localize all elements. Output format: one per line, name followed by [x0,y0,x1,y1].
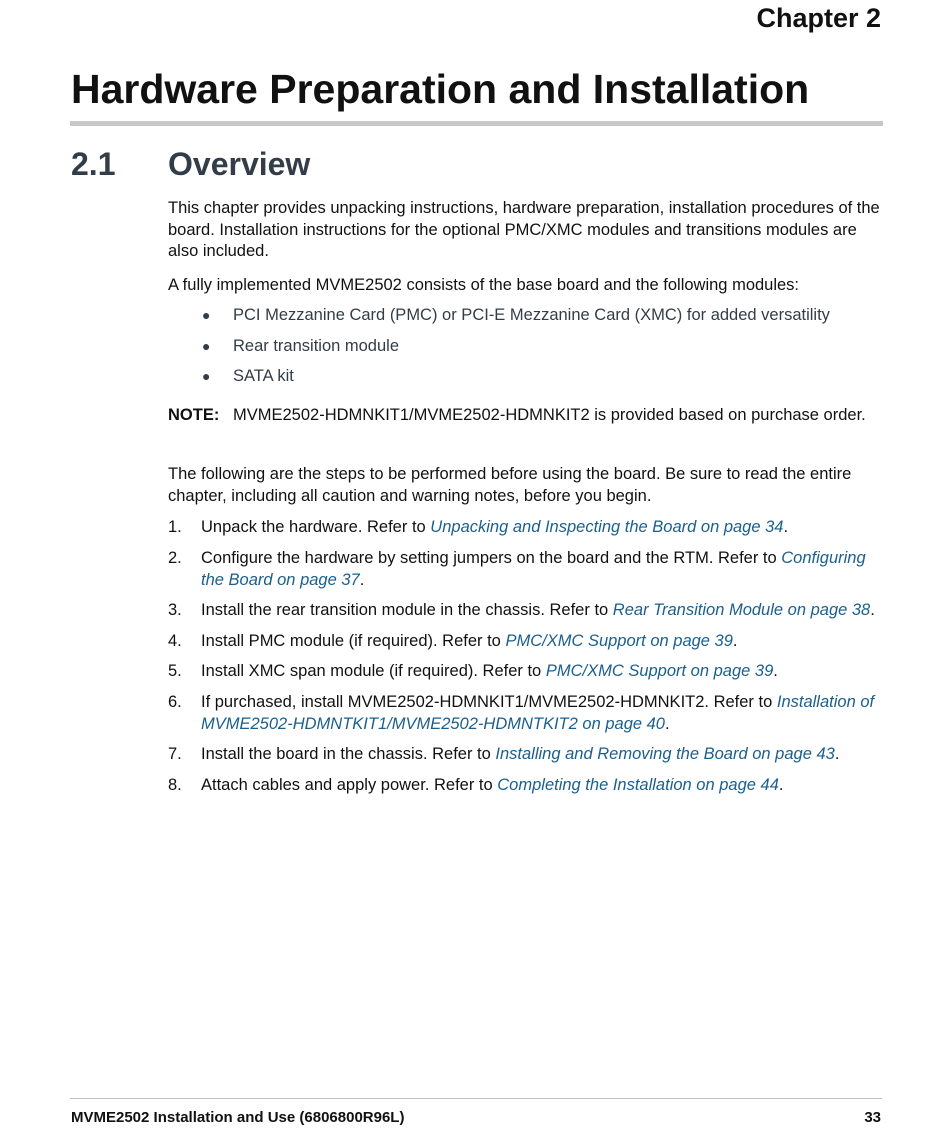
step-number: 7. [168,745,182,763]
step-link[interactable]: PMC/XMC Support on page 39 [505,631,733,650]
step-tail: . [834,745,840,763]
step-item [168,630,888,652]
note-label: NOTE: [168,406,220,424]
section-number: 2.1 [71,146,116,182]
bullet-text: Rear transition module [233,336,399,355]
bullet-item [168,335,888,366]
step-text: Install the board in the chassis. Refer to [201,745,496,763]
module-bullet-list [168,304,888,396]
footer-doc-title: MVME2502 Installation and Use (6806800R96L) [71,1109,405,1126]
note-block [168,404,883,427]
step-number: 5. [168,662,182,680]
step-number: 4. [168,631,182,650]
step-link[interactable]: Completing the Installation on page 44 [497,775,779,794]
bullet-icon: ● [202,368,211,384]
step-link[interactable]: Unpacking and Inspecting the Board on page 34 [430,518,784,536]
step-number: 8. [168,775,182,794]
bullet-text: SATA kit [233,367,294,385]
title-divider [70,121,883,126]
step-link[interactable]: Configuring the Board on page 37 [201,548,866,589]
step-tail: . [664,714,670,733]
step-item [168,660,888,682]
modules-paragraph: A fully implemented MVME2502 consists of the base board and the following modules: [168,276,800,294]
steps-intro: The following are the steps to be performed before using the board. Be sure to read the entire chapter, including all caution and warning notes, before you begin. [168,465,852,505]
step-number: 6. [168,692,182,711]
bullet-icon: ● [202,307,211,323]
bullet-text: PCI Mezzanine Card (PMC) or PCI-E Mezzanine Card (XMC) for added versatility [233,306,830,324]
step-text: Install the rear transition module in the chassis. Refer to [201,601,613,619]
step-number: 3. [168,601,182,619]
chapter-label: Chapter 2 [756,3,881,33]
intro-paragraph: This chapter provides unpacking instructions, hardware preparation, installation procedures of the board. Installation instructions for the optional PMC/XMC modules and transitions modules are also included. [168,199,880,260]
step-item [168,599,888,621]
bullet-icon: ● [202,337,211,354]
bullet-item [168,304,888,335]
step-tail: . [778,775,784,794]
step-link[interactable]: Installation of MVME2502-HDMNTKIT1/MVME2502-HDMNTKIT2 on page 40 [201,692,875,733]
step-tail: . [870,601,875,619]
step-text: Unpack the hardware. Refer to [201,518,431,536]
step-tail: . [732,631,738,650]
step-number: 2. [168,548,182,567]
step-text: Install XMC span module (if required). Refer to [201,662,546,680]
step-tail: . [773,662,778,680]
step-item [168,774,888,796]
footer-divider [70,1098,882,1099]
bullet-item [168,365,888,396]
step-item [168,743,888,765]
step-text: Install PMC module (if required). Refer to [201,631,506,650]
step-item [168,547,888,591]
step-text: Attach cables and apply power. Refer to [201,775,498,794]
page-number: 33 [864,1109,881,1126]
step-link[interactable]: Installing and Removing the Board on page 43 [495,745,835,763]
step-text: Configure the hardware by setting jumpers on the board and the RTM. Refer to [201,548,782,567]
step-text: If purchased, install MVME2502-HDMNKIT1/MVME2502-HDMNKIT2. Refer to [201,692,777,711]
note-text: MVME2502-HDMNKIT1/MVME2502-HDMNKIT2 is provided based on purchase order. [233,406,866,424]
steps-list [168,516,888,804]
chapter-title: Hardware Preparation and Installation [71,66,810,112]
step-item [168,691,888,735]
step-item [168,516,888,538]
section-title: Overview [168,146,311,182]
step-link[interactable]: Rear Transition Module on page 38 [612,601,871,619]
step-tail: . [783,518,789,536]
step-number: 1. [168,518,182,536]
step-link[interactable]: PMC/XMC Support on page 39 [545,662,774,680]
step-tail: . [359,570,365,589]
